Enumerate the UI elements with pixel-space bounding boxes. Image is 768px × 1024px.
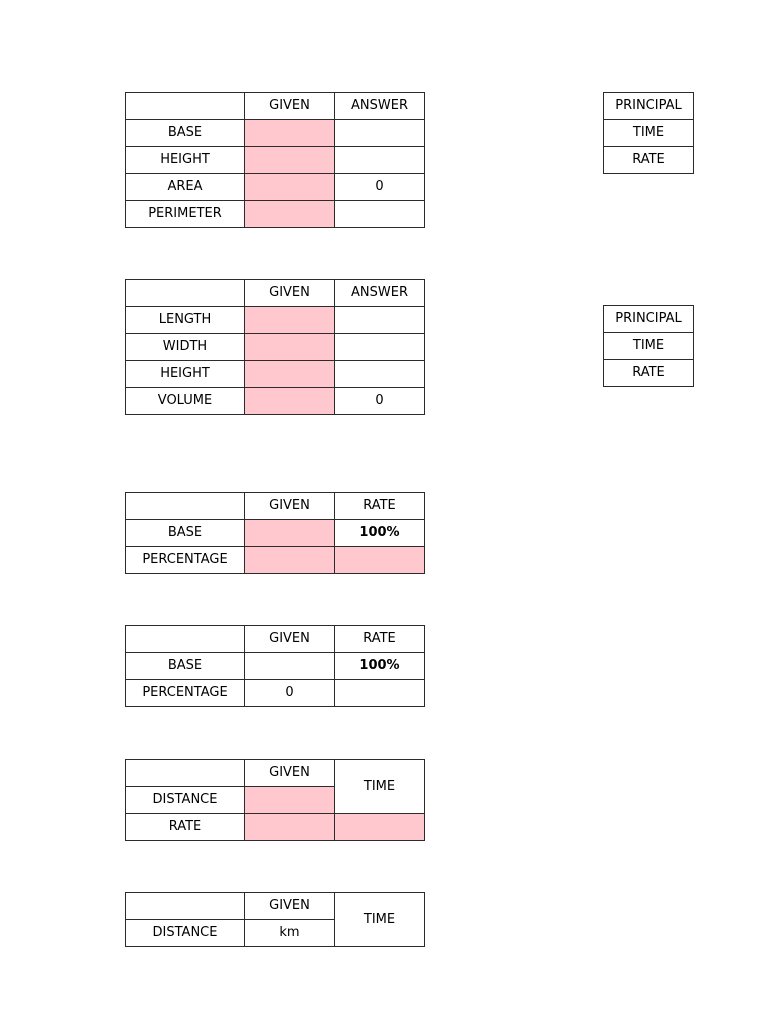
percentage-table-2 <box>125 625 425 707</box>
length-answer-cell[interactable] <box>335 307 425 334</box>
rate-given-input[interactable] <box>245 814 335 841</box>
height-answer-cell[interactable] <box>335 147 425 174</box>
base-given-input[interactable] <box>245 120 335 147</box>
perimeter-answer-cell[interactable] <box>335 201 425 228</box>
header-blank-cell <box>126 93 245 120</box>
volume-given-input[interactable] <box>245 388 335 415</box>
header-blank-cell <box>126 760 245 787</box>
time-label: TIME <box>604 333 694 360</box>
principal-label: PRINCIPAL <box>604 306 694 333</box>
table-row <box>126 388 425 415</box>
table-row <box>126 361 425 388</box>
rate-label: RATE <box>604 360 694 387</box>
distance-table-1 <box>125 759 425 841</box>
volume-table <box>125 279 425 415</box>
distance-table-2 <box>125 892 425 947</box>
height-answer-cell[interactable] <box>335 361 425 388</box>
interest-labels-1 <box>603 92 694 174</box>
header-answer: ANSWER <box>335 93 425 120</box>
table-header-row <box>126 760 425 787</box>
length-given-input[interactable] <box>245 307 335 334</box>
table-row <box>126 174 425 201</box>
header-given: GIVEN <box>245 93 335 120</box>
row-label-base: BASE <box>126 520 245 547</box>
percentage-rate-cell[interactable] <box>335 680 425 707</box>
width-answer-cell[interactable] <box>335 334 425 361</box>
header-blank-cell <box>126 280 245 307</box>
table-header-row <box>126 493 425 520</box>
table-row <box>604 120 694 147</box>
table-header-row <box>126 93 425 120</box>
table-header-row <box>126 280 425 307</box>
table-row <box>126 201 425 228</box>
table-row <box>126 520 425 547</box>
principal-label: PRINCIPAL <box>604 93 694 120</box>
table-row <box>126 547 425 574</box>
height-given-input[interactable] <box>245 361 335 388</box>
base-rate-cell[interactable]: 100% <box>335 653 425 680</box>
row-label-height: HEIGHT <box>126 147 245 174</box>
row-label-width: WIDTH <box>126 334 245 361</box>
row-label-rate: RATE <box>126 814 245 841</box>
table-row <box>126 814 425 841</box>
table-row <box>604 333 694 360</box>
row-label-perimeter: PERIMETER <box>126 201 245 228</box>
base-given-input[interactable] <box>245 520 335 547</box>
row-label-distance: DISTANCE <box>126 787 245 814</box>
volume-answer-cell[interactable]: 0 <box>335 388 425 415</box>
percentage-given-cell[interactable]: 0 <box>245 680 335 707</box>
base-rate-cell[interactable]: 100% <box>335 520 425 547</box>
area-given-input[interactable] <box>245 174 335 201</box>
width-given-input[interactable] <box>245 334 335 361</box>
table-row <box>604 147 694 174</box>
header-blank-cell <box>126 893 245 920</box>
header-time: TIME <box>335 893 425 947</box>
table-row <box>604 93 694 120</box>
header-given: GIVEN <box>245 760 335 787</box>
table-row <box>604 360 694 387</box>
header-time: TIME <box>335 760 425 814</box>
row-label-area: AREA <box>126 174 245 201</box>
table-header-row <box>126 893 425 920</box>
distance-given-input[interactable] <box>245 787 335 814</box>
row-label-distance: DISTANCE <box>126 920 245 947</box>
header-rate: RATE <box>335 493 425 520</box>
table-header-row <box>126 626 425 653</box>
header-given: GIVEN <box>245 280 335 307</box>
header-rate: RATE <box>335 626 425 653</box>
base-given-cell[interactable] <box>245 653 335 680</box>
table-row <box>126 147 425 174</box>
row-label-percentage: PERCENTAGE <box>126 547 245 574</box>
row-label-volume: VOLUME <box>126 388 245 415</box>
interest-labels-2 <box>603 305 694 387</box>
table-row <box>126 307 425 334</box>
percentage-given-input[interactable] <box>245 547 335 574</box>
table-row <box>126 653 425 680</box>
perimeter-given-input[interactable] <box>245 201 335 228</box>
table-row <box>604 306 694 333</box>
header-blank-cell <box>126 493 245 520</box>
row-label-base: BASE <box>126 120 245 147</box>
row-label-base: BASE <box>126 653 245 680</box>
row-label-height: HEIGHT <box>126 361 245 388</box>
area-answer-cell[interactable]: 0 <box>335 174 425 201</box>
table-row <box>126 334 425 361</box>
time-label: TIME <box>604 120 694 147</box>
table-row <box>126 680 425 707</box>
rate-label: RATE <box>604 147 694 174</box>
percentage-table-1 <box>125 492 425 574</box>
percentage-rate-input[interactable] <box>335 547 425 574</box>
header-given: GIVEN <box>245 626 335 653</box>
row-label-length: LENGTH <box>126 307 245 334</box>
area-table <box>125 92 425 228</box>
row-label-percentage: PERCENTAGE <box>126 680 245 707</box>
base-answer-cell[interactable] <box>335 120 425 147</box>
time-input[interactable] <box>335 814 425 841</box>
height-given-input[interactable] <box>245 147 335 174</box>
header-given: GIVEN <box>245 893 335 920</box>
table-row <box>126 120 425 147</box>
header-given: GIVEN <box>245 493 335 520</box>
header-blank-cell <box>126 626 245 653</box>
distance-given-cell[interactable]: km <box>245 920 335 947</box>
header-answer: ANSWER <box>335 280 425 307</box>
